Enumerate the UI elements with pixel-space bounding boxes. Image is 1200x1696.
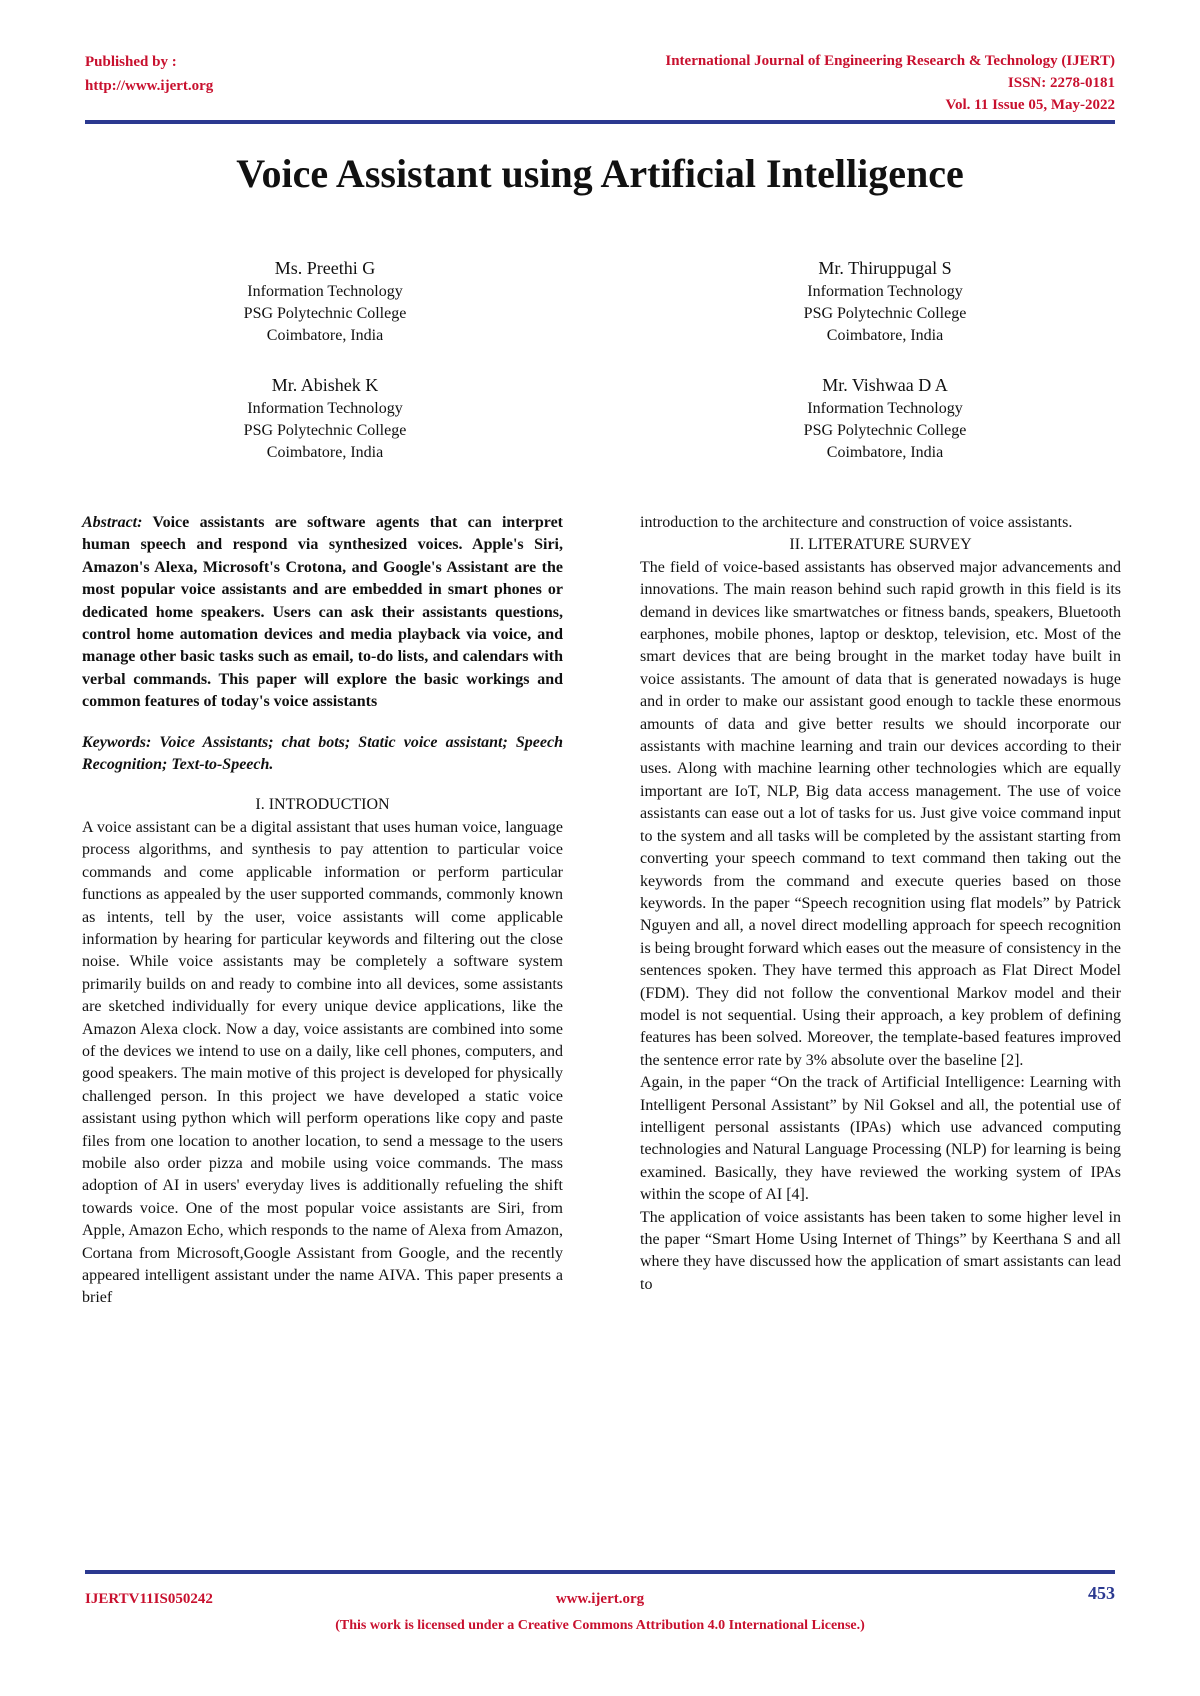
introduction-text: A voice assistant can be a digital assistant that uses human voice, language process algorithms, and synthesis to pay attention to particular voice commands and come applicable information or perform particular functions as appealed by the user supported commands, commonly known as intents, tell by the user, voice assistants will come applicable information by hearing for particular keywords and filtering out the close noise. While voice assistants may be completely a software system primarily builds on and ready to combine into all devices, some assistants are sketched individually for every unique device applications, like the Amazon Alexa clock. Now a day, voice assistants are combined into some of the devices we intend to use on a daily, like cell phones, computers, and good speakers. The main motive of this project is developed for physically challenged person. In this project we have developed a static voice assistant using python which will perform operations like copy and paste files from one location to another location, to send a message to the users mobile also order pizza and mobile using voice commands. The mass adoption of AI in users' everyday lives is additionally refueling the shift towards voice. One of the most popular voice assistants are Siri, from Apple, Amazon Echo, which responds to the name of Alexa from Amazon, Cortana from Microsoft,Google Assistant from Google, and the recently appeared intelligent assistant under the name AIVA. This paper presents a brief [82,818,563,1307]
journal-url-link[interactable]: http://www.ijert.org [85,78,214,94]
literature-paragraph: The application of voice assistants has been taken to some higher level in the paper “Smart Home Using Internet of Things” by Keerthana S and all where they have discussed how the application of smart assistants can lead to [640,1208,1121,1293]
author-loc: Coimbatore, India [826,327,944,344]
header-left [85,50,213,98]
author-block [115,255,535,347]
issn: ISSN: 2278-0181 [1007,75,1115,91]
author-org: PSG Polytechnic College [803,422,967,439]
literature-paragraph: Again, in the paper “On the track of Artificial Intelligence: Learning with Intelligent Personal Assistant” by Nil Goksel and all, the potential use of intelligent personal assistants (IPAs) which use advanced computing technologies and Natural Language Processing (NLP) for learning is being examined. Basically, they have reviewed the working system of IPAs within the scope of AI [4]. [640,1074,1121,1204]
author-name: Mr. Abishek K [271,375,379,395]
section-heading-introduction: I. INTRODUCTION [255,796,390,814]
paper-id: IJERTV11IS050242 [85,1591,213,1607]
footer-site-link[interactable]: www.ijert.org [555,1591,645,1607]
author-org: PSG Polytechnic College [243,422,407,439]
author-block [675,255,1095,347]
abstract [82,512,563,714]
author-name: Ms. Preethi G [274,258,376,278]
abstract-text: Voice assistants are software agents that can interpret human speech and respond via synthesized voices. Apple's Siri, Amazon's Alexa, Microsoft's Crotona, and Google's Assistant are the most popular voice assistants and are embedded in smart phones or dedicated home speakers. Users can ask their assistants questions, control home automation devices and media playback via voice, and manage other basic tasks such as email, to-do lists, and calendars with verbal commands. This paper will explore the basic workings and common features of today's voice assistants [82,514,563,711]
author-org: PSG Polytechnic College [243,305,407,322]
header-right [665,50,1115,116]
keywords: Keywords: Voice Assistants; chat bots; Static voice assistant; Speech Recognition; Text-to-Speech. [82,733,563,774]
page-number: 453 [1088,1583,1115,1603]
published-by: Published by : [85,54,177,70]
author-name: Mr. Thiruppugal S [818,258,952,278]
journal-name: International Journal of Engineering Research & Technology (IJERT) [665,53,1115,69]
volume-issue: Vol. 11 Issue 05, May-2022 [945,97,1115,113]
author-block [115,372,535,464]
header-rule [85,120,1115,124]
author-dept: Information Technology [247,283,403,300]
author-loc: Coimbatore, India [266,327,384,344]
author-dept: Information Technology [807,400,963,417]
author-name: Mr. Vishwaa D A [822,375,948,395]
footer-rule [85,1570,1115,1574]
paper-title: Voice Assistant using Artificial Intelligence [236,151,964,196]
left-column [82,512,563,1310]
section-heading-literature-survey: II. LITERATURE SURVEY [789,536,972,554]
abstract-label: Abstract: [82,514,143,531]
author-org: PSG Polytechnic College [803,305,967,322]
author-loc: Coimbatore, India [266,444,384,461]
license-note: (This work is licensed under a Creative Commons Attribution 4.0 International License.) [335,1618,865,1633]
literature-paragraph: The field of voice-based assistants has observed major advancements and innovations. The main reason behind such rapid growth in this field is its demand in devices like smartwatches or fitness bands, speakers, Bluetooth earphones, mobile phones, laptop or desktop, television, etc. Most of the smart devices that are being brought in the market today have built in voice assistants. The amount of data that is generated nowadays is huge and in order to make our assistant good enough to tackle these enormous amounts of data and give better results we should incorporate our assistants with machine learning and train our devices according to their uses. Along with machine learning other technologies which are equally important are IoT, NLP, Big data access management. The use of voice assistants can ease out a lot of tasks for us. Just give voice command input to the system and all tasks will be completed by the assistant starting from converting your speech command to text command then taking out the keywords from the command and execute queries based on those keywords. In the paper “Speech recognition using flat models” by Patrick Nguyen and all, a novel direct modelling approach for speech recognition is being brought forward which eases out the measure of consistency in the sentences spoken. They have termed this approach as Flat Direct Model (FDM). They did not follow the conventional Markov model and their model is not sequential. Using their approach, a key problem of defining features has been solved. Moreover, the template-based features improved the sentence error rate by 3% absolute over the baseline [2]. [640,558,1121,1069]
author-dept: Information Technology [247,400,403,417]
author-block [675,372,1095,464]
right-column [640,512,1121,1296]
author-dept: Information Technology [807,283,963,300]
author-loc: Coimbatore, India [826,444,944,461]
introduction-continued: introduction to the architecture and construction of voice assistants. [640,514,1073,531]
